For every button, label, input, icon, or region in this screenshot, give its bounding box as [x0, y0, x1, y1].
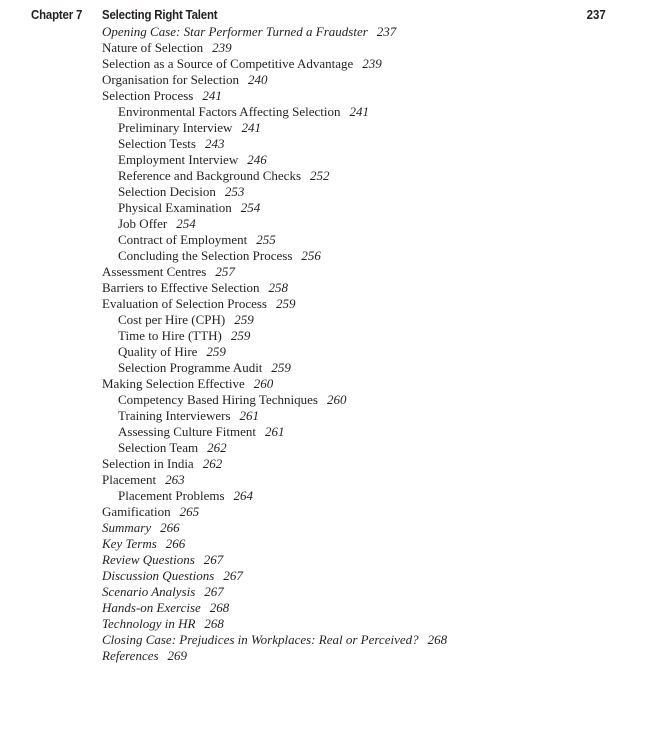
toc-entry-title: Environmental Factors Affecting Selection	[118, 104, 341, 119]
toc-entry-page: 264	[233, 488, 254, 503]
toc-entry	[102, 600, 447, 616]
toc-entry	[102, 472, 447, 488]
toc-entry	[102, 408, 447, 424]
toc-entry-page: 241	[241, 120, 261, 135]
toc-entry	[102, 200, 447, 216]
toc-entry-page: 259	[271, 360, 291, 375]
toc-entry-page: 266	[165, 536, 186, 551]
toc-entry-title: References	[102, 648, 159, 663]
toc-entry-page: 240	[247, 72, 268, 87]
toc-entry-title: Summary	[102, 520, 152, 535]
toc-entry-page: 268	[427, 632, 448, 647]
toc-entry	[102, 24, 447, 40]
toc-entry-title: Quality of Hire	[118, 344, 198, 359]
toc-entry	[102, 584, 447, 600]
toc-entry	[102, 312, 447, 328]
toc-entry	[102, 344, 447, 360]
toc-entry-title: Concluding the Selection Process	[118, 248, 293, 263]
toc-entry-page: 265	[179, 504, 200, 519]
toc-entry	[102, 648, 447, 664]
toc-entry-page: 260	[326, 392, 347, 407]
toc-entry-title: Closing Case: Prejudices in Workplaces: Real or Perceived?	[102, 632, 419, 647]
toc-entry-page: 252	[310, 168, 330, 183]
toc-entry-page: 260	[253, 376, 274, 391]
toc-entry	[102, 136, 447, 152]
page-number: 237	[586, 7, 606, 22]
toc-entry	[102, 504, 447, 520]
toc-entry	[102, 456, 447, 472]
toc-entry-page: 253	[224, 184, 245, 199]
toc-entry-page: 268	[204, 616, 224, 631]
toc-entry-page: 259	[234, 312, 254, 327]
toc-entry-page: 254	[240, 200, 261, 215]
toc-list	[102, 24, 447, 664]
toc-entry	[102, 568, 447, 584]
toc-entry-title: Placement	[102, 472, 157, 487]
toc-entry-title: Preliminary Interview	[118, 120, 233, 135]
toc-entry-page: 258	[268, 280, 289, 295]
toc-entry-title: Opening Case: Star Performer Turned a Fraudster	[102, 24, 368, 39]
toc-entry-title: Job Offer	[118, 216, 168, 231]
toc-entry	[102, 56, 447, 72]
toc-entry	[102, 216, 447, 232]
toc-entry-title: Barriers to Effective Selection	[102, 280, 260, 295]
toc-entry-page: 259	[206, 344, 226, 359]
toc-entry	[102, 376, 447, 392]
toc-entry-title: Discussion Questions	[102, 568, 215, 583]
toc-entry-page: 256	[301, 248, 321, 263]
toc-entry-page: 261	[264, 424, 285, 439]
toc-entry-page: 255	[256, 232, 276, 247]
toc-entry	[102, 328, 447, 344]
toc-entry-title: Selection Programme Audit	[118, 360, 263, 375]
toc-entry-page: 243	[204, 136, 225, 151]
toc-entry-page: 257	[215, 264, 235, 279]
toc-entry	[102, 264, 447, 280]
toc-entry-title: Organisation for Selection	[102, 72, 239, 87]
toc-entry-title: Selection as a Source of Competitive Advantage	[102, 56, 354, 71]
toc-entry-title: Assessing Culture Fitment	[118, 424, 256, 439]
toc-entry-page: 268	[209, 600, 230, 615]
toc-entry-page: 246	[247, 152, 267, 167]
toc-entry	[102, 440, 447, 456]
toc-entry	[102, 184, 447, 200]
toc-entry-title: Selection Process	[102, 88, 194, 103]
toc-entry	[102, 104, 447, 120]
toc-entry-page: 269	[167, 648, 188, 663]
toc-entry-title: Scenario Analysis	[102, 584, 196, 599]
toc-entry-title: Technology in HR	[102, 616, 196, 631]
toc-entry-page: 266	[160, 520, 180, 535]
toc-entry-page: 267	[223, 568, 243, 583]
toc-entry-page: 263	[165, 472, 185, 487]
toc-entry-title: Selection Tests	[118, 136, 196, 151]
toc-entry	[102, 280, 447, 296]
toc-entry-title: Competency Based Hiring Techniques	[118, 392, 318, 407]
toc-entry-title: Assessment Centres	[102, 264, 207, 279]
toc-entry-title: Review Questions	[102, 552, 195, 567]
toc-entry	[102, 88, 447, 104]
toc-entry-page: 241	[349, 104, 370, 119]
toc-entry	[102, 360, 447, 376]
toc-entry-page: 261	[239, 408, 260, 423]
toc-entry	[102, 152, 447, 168]
toc-entry-title: Contract of Employment	[118, 232, 248, 247]
toc-entry-page: 239	[212, 40, 232, 55]
toc-entry-title: Employment Interview	[118, 152, 239, 167]
toc-entry	[102, 168, 447, 184]
toc-entry-page: 262	[202, 456, 223, 471]
toc-entry-title: Hands-on Exercise	[102, 600, 201, 615]
toc-entry	[102, 392, 447, 408]
toc-entry-title: Making Selection Effective	[102, 376, 245, 391]
toc-entry-title: Gamification	[102, 504, 171, 519]
toc-entry	[102, 40, 447, 56]
toc-entry	[102, 424, 447, 440]
toc-entry-title: Placement Problems	[118, 488, 225, 503]
toc-entry-title: Reference and Background Checks	[118, 168, 302, 183]
toc-entry-page: 267	[203, 552, 224, 567]
toc-entry-page: 241	[202, 88, 222, 103]
toc-entry	[102, 632, 447, 648]
toc-entry-page: 237	[376, 24, 397, 39]
toc-entry	[102, 248, 447, 264]
toc-entry-title: Time to Hire (TTH)	[118, 328, 222, 343]
toc-entry-page: 259	[276, 296, 296, 311]
toc-entry-title: Nature of Selection	[102, 40, 204, 55]
chapter-label: Chapter 7	[31, 7, 83, 22]
toc-entry	[102, 520, 447, 536]
toc-entry	[102, 488, 447, 504]
toc-entry-page: 267	[204, 584, 224, 599]
toc-entry-page: 259	[230, 328, 251, 343]
toc-entry	[102, 120, 447, 136]
toc-entry	[102, 296, 447, 312]
toc-entry	[102, 72, 447, 88]
toc-entry-title: Key Terms	[102, 536, 157, 551]
toc-entry	[102, 232, 447, 248]
toc-entry	[102, 616, 447, 632]
toc-entry-page: 262	[207, 440, 227, 455]
toc-entry-title: Evaluation of Selection Process	[102, 296, 267, 311]
toc-entry-title: Cost per Hire (CPH)	[118, 312, 226, 327]
toc-entry-title: Training Interviewers	[118, 408, 231, 423]
toc-entry-title: Selection in India	[102, 456, 194, 471]
toc-entry-page: 254	[176, 216, 196, 231]
chapter-title: Selecting Right Talent	[102, 7, 218, 22]
toc-entry-title: Selection Team	[118, 440, 199, 455]
toc-entry	[102, 536, 447, 552]
toc-entry-title: Physical Examination	[118, 200, 232, 215]
toc-entry	[102, 552, 447, 568]
toc-entry-title: Selection Decision	[118, 184, 216, 199]
toc-entry-page: 239	[362, 56, 382, 71]
